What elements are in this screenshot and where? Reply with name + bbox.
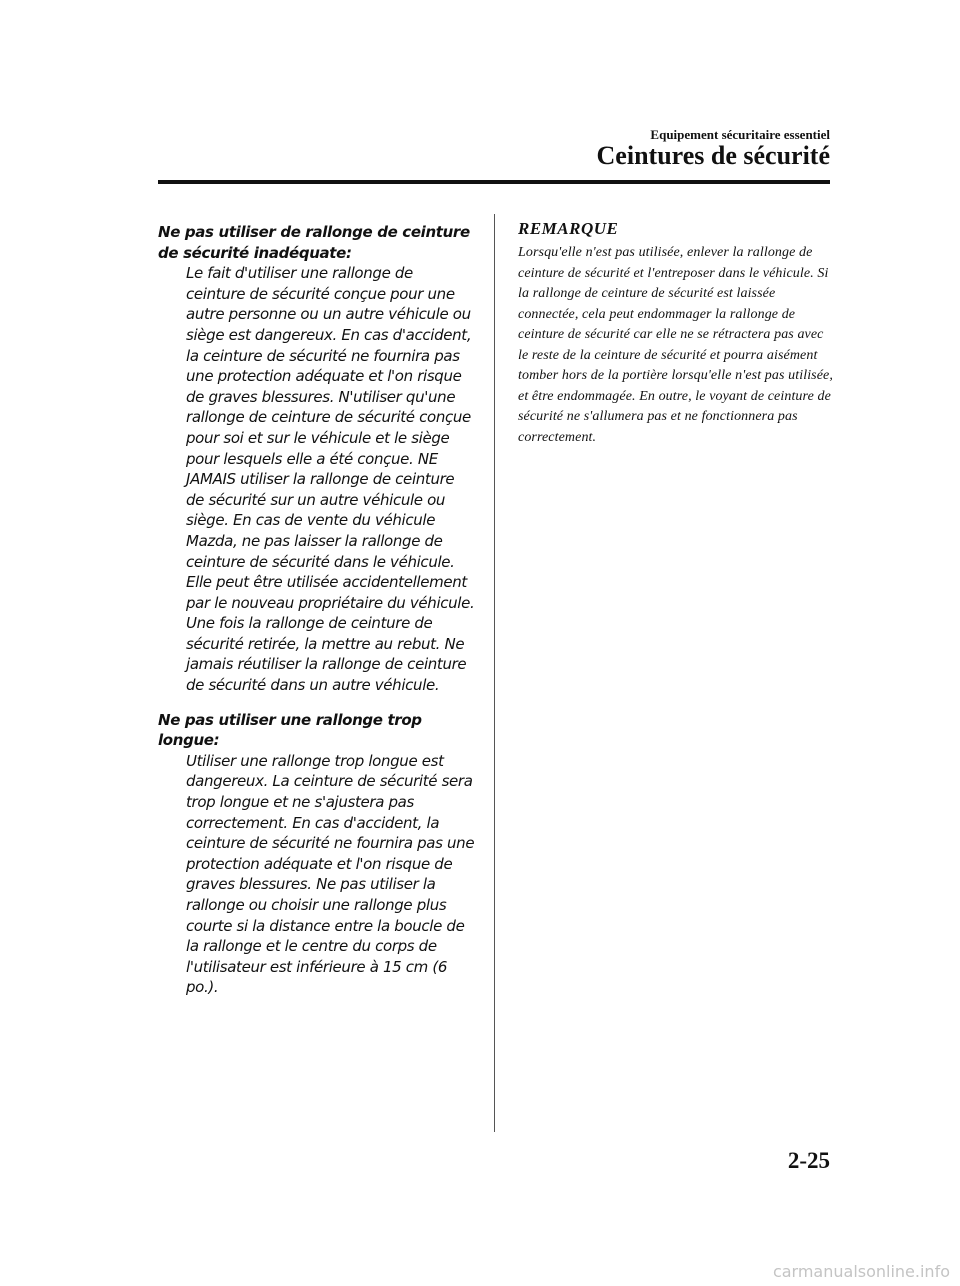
note-title: REMARQUE	[518, 219, 619, 238]
warning-column	[158, 222, 476, 1012]
site-watermark: carmanualsonline.info	[772, 1262, 950, 1281]
header-rule	[158, 180, 830, 184]
warning-block-too-long-extender	[158, 710, 476, 998]
section-title: Equipement sécuritaire essentiel	[650, 127, 830, 142]
warning-block-inadequate-extender	[158, 222, 476, 696]
warning-title: Ne pas utiliser une rallonge trop longue:	[158, 710, 422, 750]
warning-body: Le fait d'utiliser une rallonge de ceinture de sécurité conçue pour une autre personne ou un autre véhicule ou siège est dangereux. En cas d'accident, la ceinture de sécurité ne fournira pas une protection adéquate et l'on risque de graves blessures. N'utiliser qu'une rallonge de ceinture de sécurité conçue pour soi et sur le véhicule et le siège pour lesquels elle a été conçue. NE JAMAIS utiliser la rallonge de ceinture de sécurité sur un autre véhicule ou siège. En cas de vente du véhicule Mazda, ne pas laisser la rallonge de ceinture de sécurité dans le véhicule. Elle peut être utilisée accidentellement par le nouveau propriétaire du véhicule. Une fois la rallonge de ceinture de sécurité retirée, la mettre au rebut. Ne jamais réutiliser la rallonge de ceinture de sécurité dans un autre véhicule.	[186, 264, 475, 695]
note-column	[518, 218, 834, 448]
column-divider	[494, 214, 495, 1132]
chapter-title: Ceintures de sécurité	[596, 141, 830, 170]
note-text: Lorsqu'elle n'est pas utilisée, enlever la rallonge de ceinture de sécurité et l'entreposer dans le véhicule. Si la rallonge de ceinture de sécurité est laissée connectée, cela peut endommager la rallonge de ceinture de sécurité car elle ne se rétractera pas avec le reste de la ceinture de sécurité et pourra aisément tomber hors de la portière lorsqu'elle n'est pas utilisée, et être endommagée. En outre, le voyant de ceinture de sécurité ne s'allumera pas et ne fonctionnera pas correctement.	[518, 245, 833, 445]
warning-title: Ne pas utiliser de rallonge de ceinture de sécurité inadéquate:	[158, 223, 470, 262]
page-number: 2-25	[787, 1148, 830, 1173]
warning-body: Utiliser une rallonge trop longue est dangereux. La ceinture de sécurité sera trop longue et ne s'ajustera pas correctement. En cas d'accident, la ceinture de sécurité ne fournira pas une protection adéquate et l'on risque de graves blessures. Ne pas utiliser la rallonge ou choisir une rallonge plus courte si la distance entre la boucle de la rallonge et le centre du corps de l'utilisateur est inférieure à 15 cm (6 po.).	[186, 751, 475, 997]
